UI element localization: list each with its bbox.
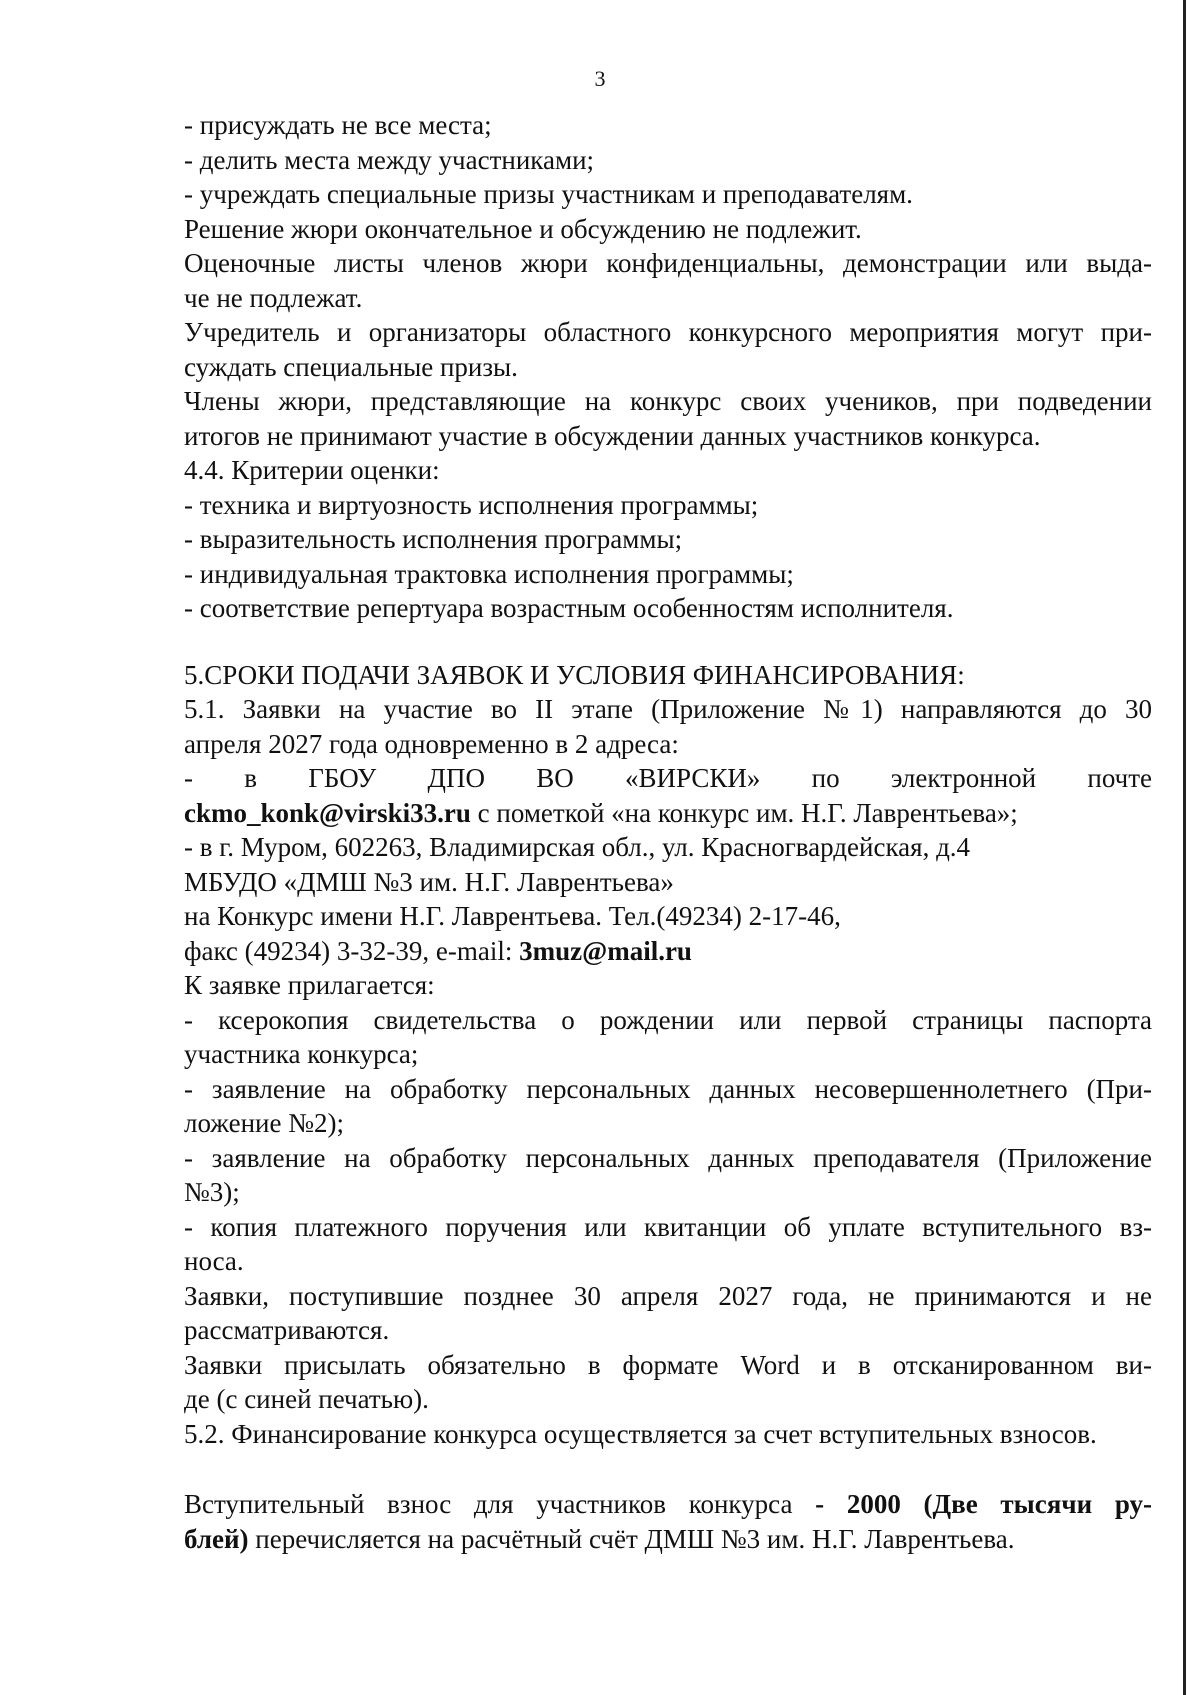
attachment4-line1: - копия платежного поручения или квитанции об уплате вступительного вз- bbox=[184, 1211, 1152, 1242]
attachment1-line2: участника конкурса; bbox=[184, 1039, 419, 1069]
entry-fee-account: перечисляется на расчётный счёт ДМШ №3 им. Н.Г. Лаврентьева. bbox=[248, 1523, 1015, 1554]
entry-fee-text: Вступительный взнос для участников конкурса bbox=[184, 1489, 816, 1519]
email-virski: ckmo_konk@virski33.ru bbox=[184, 797, 471, 828]
late-applications-line1: Заявки, поступившие позднее 30 апреля 2027 года, не принимаются и не bbox=[184, 1280, 1152, 1311]
address1-line1: - в ГБОУ ДПО ВО «ВИРСКИ» по электронной почте bbox=[184, 763, 1152, 793]
section51-line1: 5.1. Заявки на участие во II этапе (Приложение №1) направляются до 30 bbox=[184, 694, 1152, 724]
jury-right-item: - присуждать не все места; bbox=[184, 110, 492, 140]
section52-financing: 5.2. Финансирование конкурса осуществляется за счет вступительных взносов. bbox=[184, 1418, 1097, 1449]
address1-note: с пометкой «на конкурс им. Н.Г. Лаврентьева»; bbox=[470, 797, 1018, 828]
special-prizes-line1: Учредитель и организаторы областного конкурсного мероприятия могут при- bbox=[184, 317, 1152, 347]
attachments-heading: К заявке прилагается: bbox=[184, 970, 435, 1000]
entry-fee-amount-end: блей) bbox=[184, 1523, 249, 1554]
page-number: 3 bbox=[594, 66, 606, 91]
criteria-item: - техника и виртуозность исполнения программы; bbox=[184, 489, 759, 520]
format-line2: де (с синей печатью). bbox=[184, 1384, 429, 1414]
evaluation-sheets-line2: че не подлежат. bbox=[184, 282, 363, 313]
criteria-item: - выразительность исполнения программы; bbox=[184, 524, 683, 554]
format-line1: Заявки присылать обязательно в формате Word и в отсканированном ви- bbox=[184, 1349, 1152, 1380]
address2-line1: - в г. Муром, 602263, Владимирская обл., ул. Красногвардейская, д.4 bbox=[184, 832, 971, 862]
section51-line2: апреля 2027 года одновременно в 2 адреса: bbox=[184, 728, 679, 759]
jury-right-item: - делить места между участниками; bbox=[184, 144, 595, 175]
jury-members-line2: итогов не принимают участие в обсуждении данных участников конкурса. bbox=[184, 420, 1041, 451]
entry-fee-line1 bbox=[184, 1487, 1152, 1522]
late-applications-line2: рассматриваются. bbox=[184, 1315, 390, 1345]
jury-decision-final: Решение жюри окончательное и обсуждению не подлежит. bbox=[184, 213, 862, 244]
email-3muz: 3muz@mail.ru bbox=[519, 935, 692, 966]
address1-line2 bbox=[184, 796, 1152, 831]
section5-heading: 5.СРОКИ ПОДАЧИ ЗАЯВОК И УСЛОВИЯ ФИНАНСИРОВАНИЯ: bbox=[184, 659, 965, 690]
attachment4-line2: носа. bbox=[184, 1246, 244, 1276]
criteria-item: - индивидуальная трактовка исполнения программы; bbox=[184, 558, 794, 589]
entry-fee-line2 bbox=[184, 1522, 1152, 1557]
attachment1-line1: - ксерокопия свидетельства о рождении или первой страницы паспорта bbox=[184, 1004, 1152, 1035]
fax-text: факс (49234) 3-32-39, e-mail: bbox=[184, 935, 520, 966]
document-body bbox=[184, 108, 1152, 1556]
jury-right-item: - учреждать специальные призы участникам и преподавателям. bbox=[184, 179, 913, 209]
address2-line2: МБУДО «ДМШ №3 им. Н.Г. Лаврентьева» bbox=[184, 866, 674, 897]
evaluation-sheets-line1: Оценочные листы членов жюри конфиденциальны, демонстрации или выда- bbox=[184, 248, 1152, 278]
criteria-item: - соответствие репертуара возрастным особенностям исполнителя. bbox=[184, 593, 954, 623]
attachment3-line1: - заявление на обработку персональных данных преподавателя (Приложение bbox=[184, 1142, 1152, 1173]
attachment2-line2: ложение №2); bbox=[184, 1108, 344, 1138]
page-edge-line bbox=[1183, 0, 1186, 1695]
address2-line3: на Конкурс имени Н.Г. Лаврентьева. Тел.(49234) 2-17-46, bbox=[184, 901, 841, 931]
special-prizes-line2: суждать специальные призы. bbox=[184, 351, 518, 382]
criteria-heading: 4.4. Критерии оценки: bbox=[184, 455, 440, 485]
attachment2-line1: - заявление на обработку персональных данных несовершеннолетнего (При- bbox=[184, 1073, 1152, 1104]
attachment3-line2: №3); bbox=[184, 1177, 240, 1207]
entry-fee-amount: - 2000 (Две тысячи ру- bbox=[815, 1489, 1152, 1519]
address2-line4 bbox=[184, 934, 1152, 969]
jury-members-line1: Члены жюри, представляющие на конкурс своих учеников, при подведении bbox=[184, 386, 1152, 416]
